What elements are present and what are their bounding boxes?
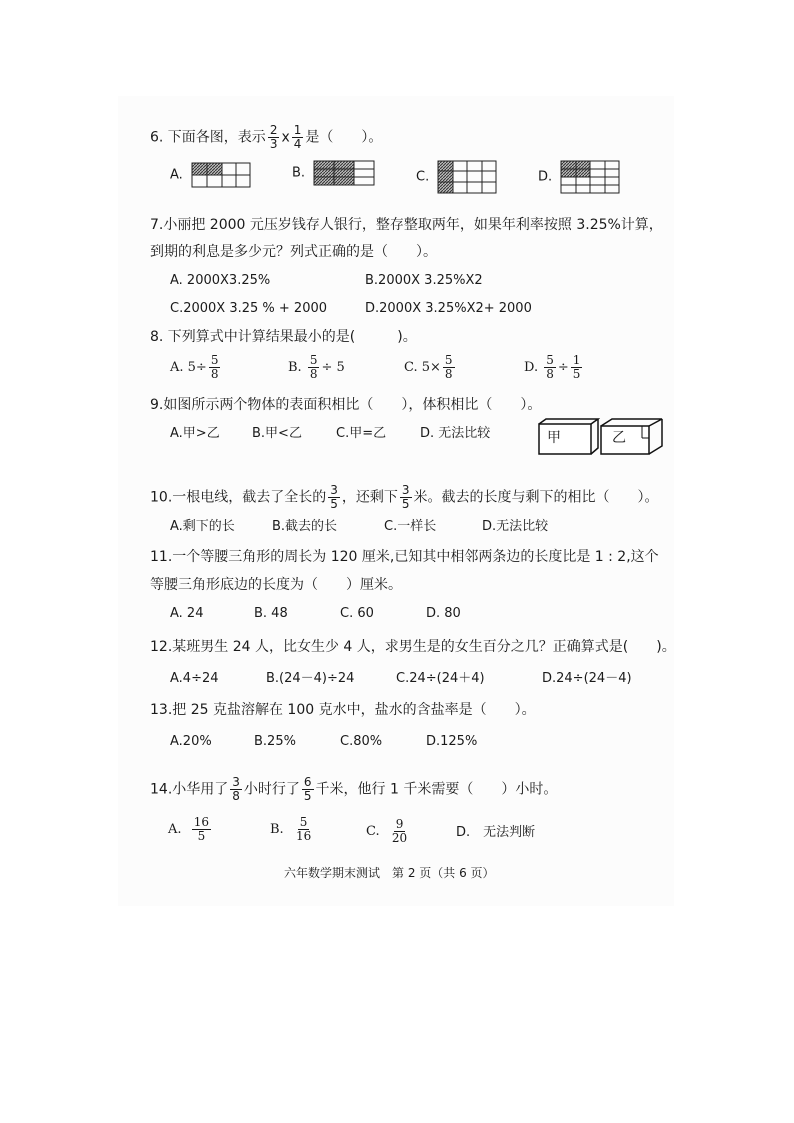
box-jia-label: 甲 <box>547 430 561 446</box>
q7-option-c[interactable]: C.2000X 3.25 % + 2000 <box>170 301 328 316</box>
q13-option-d[interactable]: D.125% <box>426 734 478 749</box>
q14-fraction-1: $\frac{3}{8}$ <box>232 775 240 803</box>
q8-b-fraction: $\frac{5}{8}$ <box>309 353 318 381</box>
q13-option-a[interactable]: A.20% <box>170 734 212 749</box>
q7-option-b[interactable]: B.2000X 3.25%X2 <box>365 273 483 288</box>
q14-option-b[interactable]: B. $\frac{5}{16}$ <box>270 815 312 843</box>
q6-figure-c <box>437 160 497 194</box>
q6-option-c[interactable] <box>416 160 497 194</box>
q10-option-d[interactable]: D.无法比较 <box>482 519 549 534</box>
q8-d-fraction-2: $\frac{1}{5}$ <box>572 353 581 381</box>
q14-b-fraction: $\frac{5}{16}$ <box>295 815 312 843</box>
q8-option-a[interactable]: A. 5÷ $\frac{5}{8}$ <box>170 353 219 381</box>
q14-c-fraction: $\frac{9}{20}$ <box>391 817 408 845</box>
question-14: 14.小华用了 $\frac{3}{8}$ 小时行了 $\frac{6}{5}$ 千米，他行 1 千米需要（ ）小时。 <box>150 775 558 803</box>
q9-option-a[interactable]: A.甲>乙 <box>170 426 220 441</box>
q13-option-b[interactable]: B.25% <box>254 734 296 749</box>
q8-a-fraction: $\frac{5}{8}$ <box>210 353 219 381</box>
q8-option-b[interactable]: B. $\frac{5}{8}$ ÷ 5 <box>288 353 345 381</box>
q12-option-c[interactable]: C.24÷(24＋4) <box>396 671 485 686</box>
q12-stem: 12.某班男生 24 人，比女生少 4 人，求男生是的女生百分之几？正确算式是( )。 <box>150 639 676 655</box>
q14-a-fraction: $\frac{16}{5}$ <box>193 815 210 843</box>
box-yi-figure <box>600 418 664 456</box>
q9-stem: 9.如图所示两个物体的表面积相比（ ），体积相比（ ）。 <box>150 397 542 413</box>
q7-stem-line-2: 到期的利息是多少元？列式正确的是（ ）。 <box>150 244 437 260</box>
q8-stem: 8. 下列算式中计算结果最小的是( )。 <box>150 329 417 345</box>
q12-option-d[interactable]: D.24÷(24－4) <box>542 671 632 686</box>
q10-option-a[interactable]: A.剩下的长 <box>170 519 235 534</box>
q6-times: x <box>281 129 290 146</box>
q10-option-b[interactable]: B.截去的长 <box>272 519 338 534</box>
q11-stem-line-1: 11.一个等腰三角形的周长为 120 厘米,已知其中相邻两条边的长度比是 1 : 2,这个 <box>150 549 659 565</box>
q11-option-c[interactable]: C. 60 <box>340 606 374 621</box>
q13-stem: 13.把 25 克盐溶解在 100 克水中，盐水的含盐率是（ ）。 <box>150 702 536 718</box>
page-footer: 六年数学期末测试 第 2 页（共 6 页） <box>284 866 495 880</box>
q6-option-d-label: D. <box>538 169 553 185</box>
q11-option-b[interactable]: B. 48 <box>254 606 288 621</box>
q6-fraction-2: $\frac{1}{4}$ <box>293 123 302 151</box>
q12-option-a[interactable]: A.4÷24 <box>170 671 219 686</box>
q10-option-c[interactable]: C.一样长 <box>384 519 437 534</box>
q8-option-d[interactable]: D. $\frac{5}{8}$ ÷ $\frac{1}{5}$ <box>524 353 581 381</box>
q8-c-fraction: $\frac{5}{8}$ <box>444 353 453 381</box>
q14-option-c[interactable]: C. $\frac{9}{20}$ <box>366 817 408 845</box>
q7-stem-line-1: 7.小丽把 2000 元压岁钱存人银行，整存整取两年，如果年利率按照 3.25%计算， <box>150 217 663 233</box>
q6-option-b[interactable] <box>292 160 375 186</box>
question-6 <box>150 124 382 151</box>
question-10: 10.一根电线，截去了全长的 $\frac{3}{5}$ ，还剩下 $\frac{3}{5}$ 米。截去的长度与剩下的相比（ ）。 <box>150 483 659 511</box>
q11-option-a[interactable]: A. 24 <box>170 606 204 621</box>
q8-d-fraction-1: $\frac{5}{8}$ <box>546 353 554 381</box>
q6-option-c-label: C. <box>416 169 430 185</box>
q13-option-c[interactable]: C.80% <box>340 734 383 749</box>
q7-option-a[interactable]: A. 2000X3.25% <box>170 273 271 288</box>
q6-option-b-label: B. <box>292 165 306 181</box>
q9-option-b[interactable]: B.甲<乙 <box>252 426 302 441</box>
q8-option-c[interactable]: C. 5× $\frac{5}{8}$ <box>404 353 453 381</box>
q11-stem-line-2: 等腰三角形底边的长度为（ ）厘米。 <box>150 577 402 593</box>
q12-option-b[interactable]: B.(24－4)÷24 <box>266 671 355 686</box>
q6-option-d[interactable] <box>538 160 620 194</box>
q11-option-d[interactable]: D. 80 <box>426 606 461 621</box>
q14-option-a[interactable]: A. $\frac{16}{5}$ <box>168 815 210 843</box>
q7-option-d[interactable]: D.2000X 3.25%X2+ 2000 <box>365 301 532 316</box>
q6-option-a[interactable] <box>170 162 251 188</box>
q9-option-c[interactable]: C.甲=乙 <box>336 426 387 441</box>
box-yi-label: 乙 <box>612 430 626 446</box>
q14-fraction-2: $\frac{6}{5}$ <box>303 775 312 803</box>
q6-stem-tail: 是（ ）。 <box>305 129 383 146</box>
q9-option-d[interactable]: D. 无法比较 <box>420 426 491 441</box>
q6-figure-b <box>313 160 375 186</box>
q14-option-d[interactable]: D. 无法判断 <box>456 825 536 840</box>
q6-figure-a <box>191 162 251 188</box>
q6-fraction-1: $\frac{2}{3}$ <box>269 123 278 151</box>
q10-fraction-1: $\frac{3}{5}$ <box>330 483 338 511</box>
q10-fraction-2: $\frac{3}{5}$ <box>401 483 410 511</box>
q6-figure-d <box>560 160 620 194</box>
q6-option-a-label: A. <box>170 167 183 183</box>
q6-stem-text: 6. 下面各图，表示 <box>150 129 266 146</box>
